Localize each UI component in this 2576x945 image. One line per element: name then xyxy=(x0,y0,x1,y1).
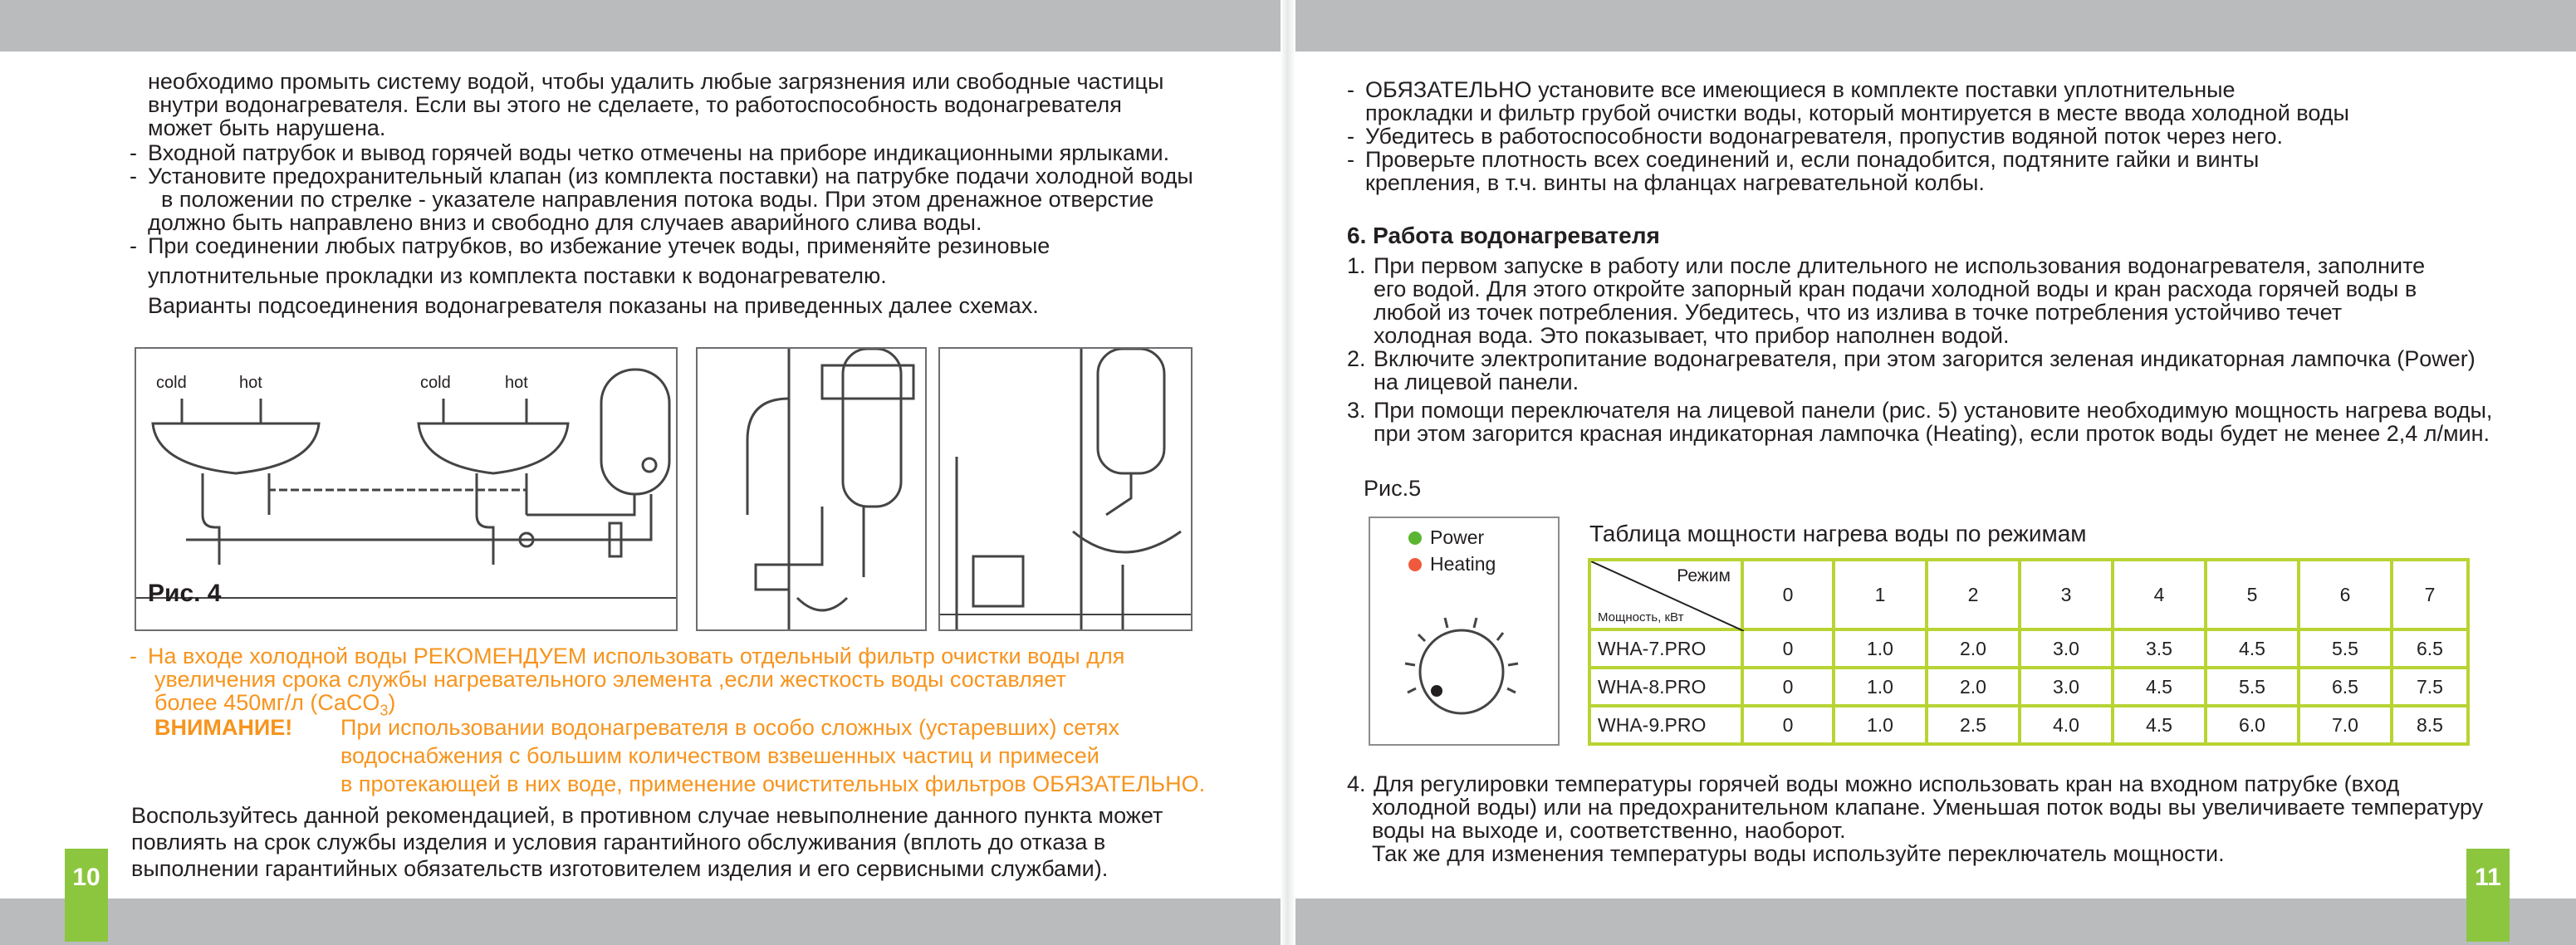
model-cell: WHA-9.PRO xyxy=(1589,706,1742,744)
mode-cell: 4 xyxy=(2113,560,2206,629)
filter-note-line: увеличения срока службы нагревательного элемента ,если жесткость воды составляет xyxy=(154,667,1066,692)
hot-label: hot xyxy=(239,374,262,392)
value-cell: 3.5 xyxy=(2113,629,2206,668)
figure-4-panel-2 xyxy=(696,347,927,631)
warning-line: При использовании водонагревателя в особо сложных (устаревших) сетях xyxy=(340,715,1120,740)
step-cont: его водой. Для этого откройте запорный кран подачи холодной воды и кран расхода горячей воды в xyxy=(1374,277,2417,301)
closing-line: выполнении гарантийных обязательств изготовителем изделия и его сервисными службами). xyxy=(131,856,1109,881)
value-cell: 6.5 xyxy=(2299,668,2392,706)
step-cont: любой из точек потребления. Убедитесь, что из излива в точке потребления устойчиво течет xyxy=(1374,300,2343,325)
value-cell: 4.5 xyxy=(2113,668,2206,706)
value-cell: 4.5 xyxy=(2113,706,2206,744)
bullet-item: - Входной патрубок и вывод горячей воды четко отмечены на приборе индикационными ярлыками. xyxy=(130,140,1170,165)
closing-line: повлиять на срок службы изделия и условия гарантийного обслуживания (вплоть до отказа в xyxy=(131,830,1106,854)
table-corner-cell xyxy=(1589,560,1742,629)
filter-note xyxy=(130,644,1284,722)
value-cell: 5.5 xyxy=(2299,629,2392,668)
control-panel xyxy=(1369,517,1560,746)
warning-line: водоснабжения с большим количеством взвешенных частиц и примесей xyxy=(340,743,1099,768)
warning-line: в протекающей в них воде, применение очистительных фильтров ОБЯЗАТЕЛЬНО. xyxy=(340,771,1206,796)
filter-note-line: более 450мг/л (CaCO$_3$) xyxy=(154,690,396,719)
value-cell: 5.5 xyxy=(2206,668,2299,706)
filter-note-line: - На входе холодной воды РЕКОМЕНДУЕМ использовать отдельный фильтр очистки воды для xyxy=(130,644,1125,668)
cold-label: cold xyxy=(156,374,187,392)
figure-5-label: Рис.5 xyxy=(1364,476,1422,501)
step-cont: при этом загорится красная индикаторная лампочка (Heating), если проток воды будет не менее 2,4 л/мин. xyxy=(1374,421,2490,446)
right-bullets xyxy=(1347,78,2543,194)
mode-cell: 5 xyxy=(2206,560,2299,629)
value-cell: 6.5 xyxy=(2392,629,2468,668)
mode-cell: 7 xyxy=(2392,560,2468,629)
mode-cell: 0 xyxy=(1742,560,1834,629)
table-row xyxy=(1589,629,2468,668)
bullet-cont: прокладки и фильтр грубой очистки воды, который монтируется в месте ввода холодной воды xyxy=(1365,100,2349,125)
bullet-cont: уплотнительные прокладки из комплекта поставки к водонагревателю. xyxy=(148,263,887,288)
steps-list xyxy=(1347,254,2543,445)
shower-diagram-illustration xyxy=(698,349,925,629)
bullet-cont: Варианты подсоединения водонагревателя показаны на приведенных далее схемах. xyxy=(148,293,1039,318)
step-4 xyxy=(1347,772,2526,865)
sink-diagram-illustration xyxy=(940,349,1191,629)
step-cont: холодная вода. Это показывает, что прибор наполнен водой. xyxy=(1374,323,2010,348)
value-cell: 3.0 xyxy=(2020,629,2113,668)
value-cell: 7.5 xyxy=(2392,668,2468,706)
closing-text xyxy=(131,802,1277,882)
value-cell: 6.0 xyxy=(2206,706,2299,744)
step-cont: холодной воды) или на предохранительном клапане. Уменьшая поток воды вы увеличиваете температуру xyxy=(1372,795,2484,820)
value-cell: 2.0 xyxy=(1927,668,2020,706)
page-number-right: 11 xyxy=(2466,849,2510,942)
intro-line: может быть нарушена. xyxy=(148,115,386,140)
model-cell: WHA-7.PRO xyxy=(1589,629,1742,668)
left-bullets xyxy=(130,141,1276,317)
power-indicator: Power xyxy=(1408,526,1484,549)
value-cell: 0 xyxy=(1742,629,1834,668)
mode-cell: 3 xyxy=(2020,560,2113,629)
value-cell: 2.5 xyxy=(1927,706,2020,744)
table-title: Таблица мощности нагрева воды по режимам xyxy=(1589,521,2087,546)
mode-cell: 1 xyxy=(1834,560,1927,629)
step-item: 2. Включите электропитание водонагревателя, при этом загорится зеленая индикаторная лампочка (Power) xyxy=(1347,346,2476,371)
value-cell: 0 xyxy=(1742,668,1834,706)
bullet-item: - ОБЯЗАТЕЛЬНО установите все имеющиеся в комплекте поставки уплотнительные xyxy=(1347,77,2236,102)
step-cont: воды на выходе и, соответственно, наоборот. xyxy=(1372,818,1846,843)
value-cell: 4.5 xyxy=(2206,629,2299,668)
mode-cell: 6 xyxy=(2299,560,2392,629)
power-lamp-icon xyxy=(1408,531,1422,545)
bullet-cont: в положении по стрелке - указателе направления потока воды. При этом дренажное отверстие xyxy=(161,187,1154,212)
warning-text xyxy=(340,716,1287,796)
value-cell: 2.0 xyxy=(1927,629,2020,668)
value-cell: 1.0 xyxy=(1834,629,1927,668)
model-cell: WHA-8.PRO xyxy=(1589,668,1742,706)
figure-4-panel-3 xyxy=(938,347,1193,631)
mode-cell: 2 xyxy=(1927,560,2020,629)
power-selector-knob[interactable] xyxy=(1387,593,1545,734)
value-cell: 7.0 xyxy=(2299,706,2392,744)
page-number-left: 10 xyxy=(65,849,108,942)
value-cell: 1.0 xyxy=(1834,706,1927,744)
table-header-row xyxy=(1589,560,2468,629)
value-cell: 4.0 xyxy=(2020,706,2113,744)
value-cell: 8.5 xyxy=(2392,706,2468,744)
step-item: 4. Для регулировки температуры горячей воды можно использовать кран на входном патрубке (вход xyxy=(1347,771,2400,796)
step-cont: на лицевой панели. xyxy=(1374,370,1579,394)
page-gutter xyxy=(1281,0,1295,945)
table-row xyxy=(1589,668,2468,706)
bullet-cont: крепления, в т.ч. винты на фланцах нагревательной колбы. xyxy=(1365,170,1985,195)
power-table xyxy=(1588,558,2470,746)
bullet-item: - Проверьте плотность всех соединений и, если понадобится, подтяните гайки и винты xyxy=(1347,147,2260,172)
figure-4-label: Рис. 4 xyxy=(148,580,222,607)
value-cell: 3.0 xyxy=(2020,668,2113,706)
left-intro xyxy=(130,70,1267,140)
cold-label: cold xyxy=(420,374,451,392)
step-item: 1. При первом запуске в работу или после длительного не использования водонагревателя, заполните xyxy=(1347,253,2426,278)
heating-indicator: Heating xyxy=(1408,553,1496,575)
warning-label: ВНИМАНИЕ! xyxy=(154,715,293,740)
bullet-cont: должно быть направлено вниз и свободно для случаев аварийного слива воды. xyxy=(148,210,982,235)
mode-header: Режим xyxy=(1677,566,1731,585)
hot-label: hot xyxy=(505,374,528,392)
section-title: 6. Работа водонагревателя xyxy=(1347,223,1660,248)
heating-lamp-icon xyxy=(1408,558,1422,571)
value-cell: 1.0 xyxy=(1834,668,1927,706)
bullet-item: - При соединении любых патрубков, во избежание утечек воды, применяйте резиновые xyxy=(130,233,1050,258)
bullet-item: - Убедитесь в работоспособности водонагревателя, пропустив водяной поток через него. xyxy=(1347,124,2283,149)
table-row xyxy=(1589,706,2468,744)
value-cell: 0 xyxy=(1742,706,1834,744)
step-cont: Так же для изменения температуры воды используйте переключатель мощности. xyxy=(1372,841,2225,866)
intro-line: внутри водонагревателя. Если вы этого не сделаете, то работоспособность водонагревателя xyxy=(148,92,1122,117)
closing-line: Воспользуйтесь данной рекомендацией, в противном случае невыполнение данного пункта может xyxy=(131,803,1163,828)
figure-4-panel-1 xyxy=(135,347,678,631)
power-header: Мощность, кВт xyxy=(1598,610,1684,624)
intro-line: необходимо промыть систему водой, чтобы удалить любые загрязнения или свободные частицы xyxy=(148,69,1164,94)
bullet-item: - Установите предохранительный клапан (из комплекта поставки) на патрубке подачи холодной воды xyxy=(130,164,1193,189)
step-item: 3. При помощи переключателя на лицевой панели (рис. 5) установите необходимую мощность нагрева воды, xyxy=(1347,398,2493,423)
